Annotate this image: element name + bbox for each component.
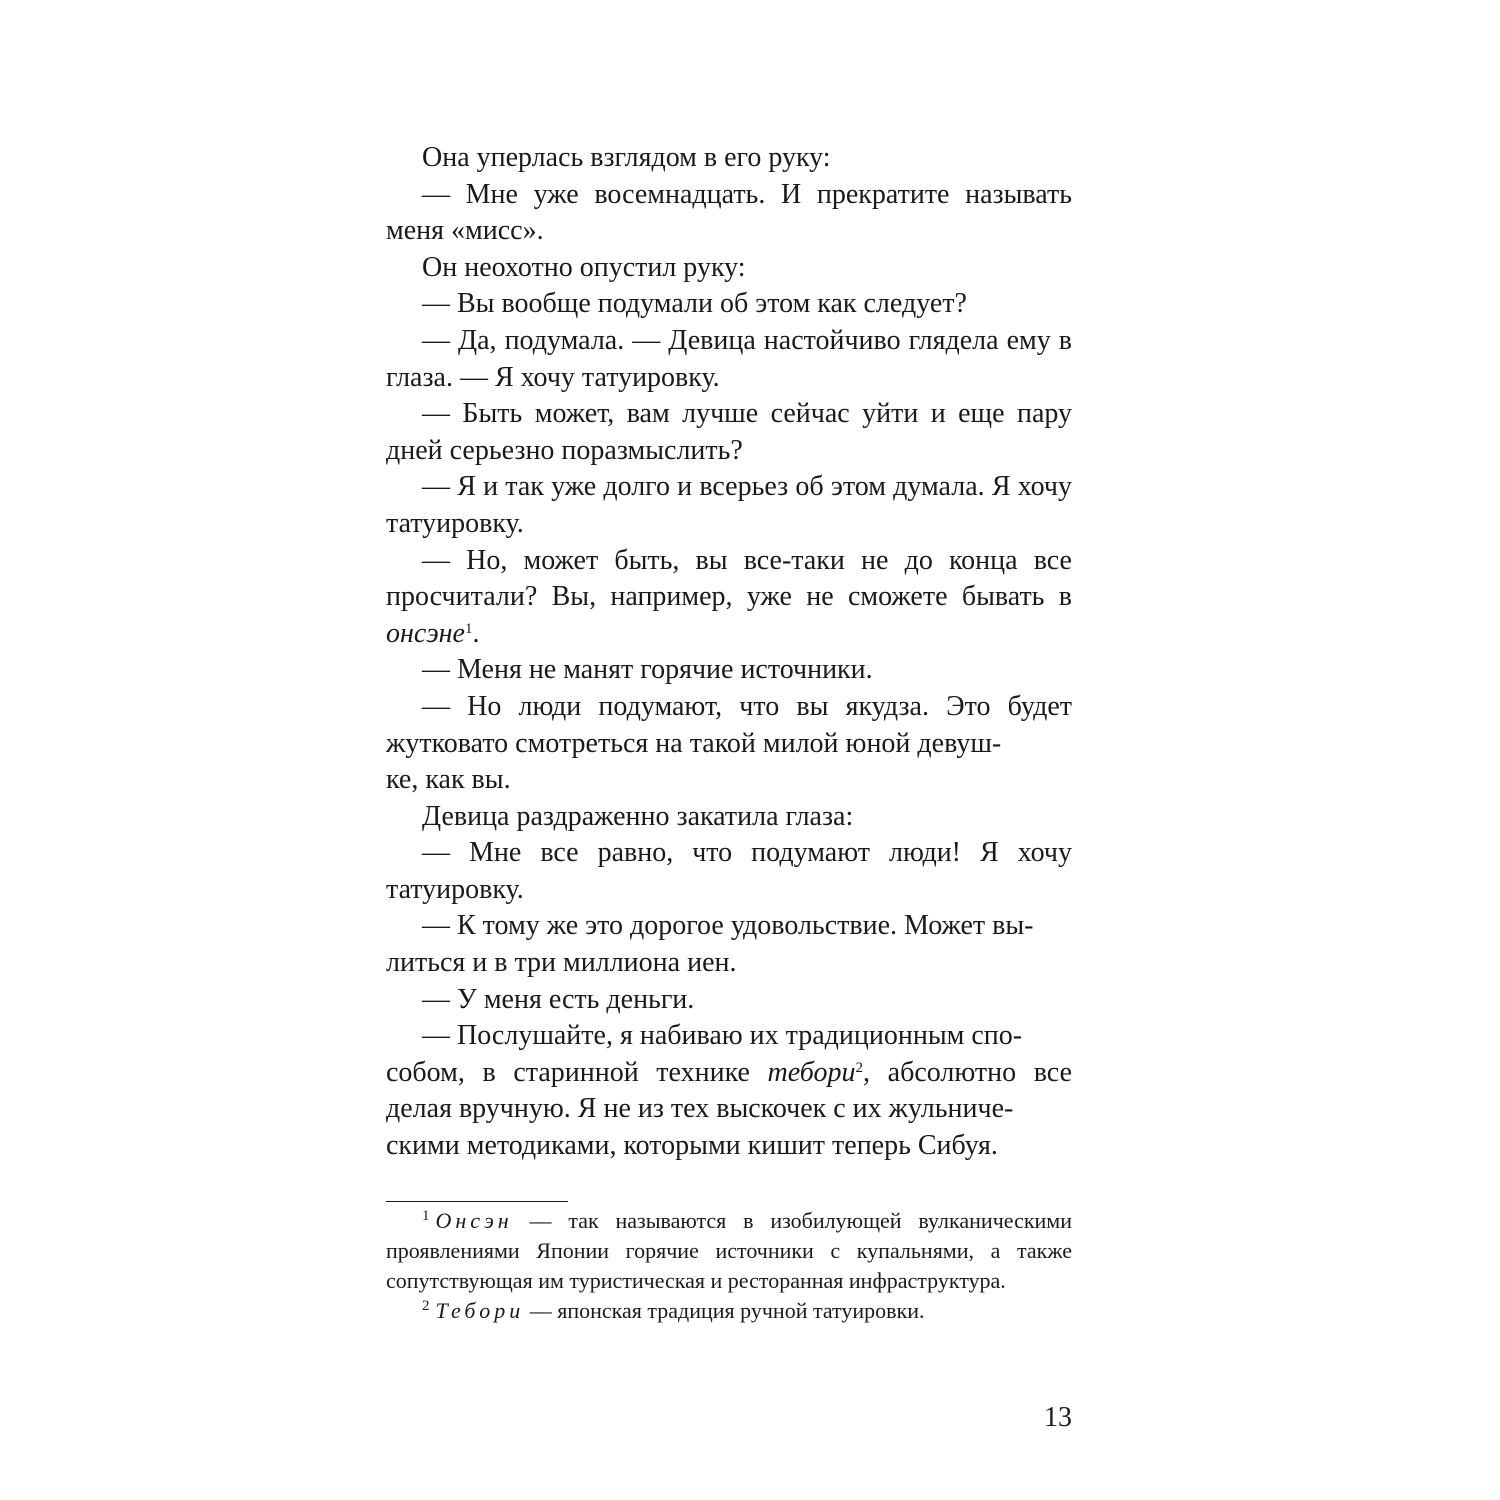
- italic-term-tebori: тебори: [767, 1056, 856, 1088]
- paragraph: Она уперлась взглядом в его руку:: [422, 142, 831, 173]
- text-run: , абсолютно все делая вручную. Я не из тех выскочек с их жульниче-: [386, 1056, 1072, 1125]
- footnote-divider: [386, 1201, 568, 1202]
- paragraph: [386, 908, 1072, 981]
- paragraph: — Быть может, вам лучше сейчас уйти и еще пару дней серьезно поразмыслить?: [386, 398, 1072, 466]
- footnote-ref-1[interactable]: 1: [464, 620, 473, 637]
- footnote-2: [386, 1296, 1072, 1326]
- paragraph: — Вы вообще подумали об этом как следует?: [422, 288, 967, 320]
- italic-term-onsen: онсэне: [386, 617, 465, 649]
- text-run: литься и в три миллиона иен.: [386, 947, 737, 979]
- paragraph: [386, 1018, 1072, 1164]
- paragraph: [386, 689, 1072, 799]
- text-run: — К тому же это дорогое удовольствие. Может вы-: [422, 910, 1034, 942]
- footnote-number: 2: [422, 1298, 430, 1315]
- main-text: [386, 140, 1072, 1165]
- footnote-1: [386, 1206, 1072, 1297]
- paragraph: Девица раздраженно закатила глаза:: [422, 800, 854, 832]
- paragraph: — Я и так уже долго и всерьез об этом думала. Я хочу татуировку.: [386, 471, 1072, 539]
- text-run: ке, как вы.: [386, 764, 511, 796]
- page-number: 13: [1044, 1402, 1072, 1433]
- footnote-text: — так называются в изобилующей вулканическими проявлениями Японии горячие источники с купальнями, а также сопутствующая им туристическая и ресторанная инфраструктура.: [386, 1207, 1072, 1294]
- text-run: — Но люди подумают, что вы якудза. Это будет жутковато смотреться на такой милой юной девуш-: [386, 690, 1072, 759]
- paragraph: [386, 543, 1072, 653]
- footnote-term: Онсэн: [435, 1207, 513, 1233]
- text-run: скими методиками, которыми кишит теперь Сибуя.: [386, 1130, 998, 1162]
- text-run: .: [472, 617, 480, 649]
- paragraph: — Мне все равно, что подумают люди! Я хочу татуировку.: [386, 837, 1072, 905]
- paragraph: — Мне уже восемнадцать. И прекратите называть меня «мисс».: [386, 178, 1072, 247]
- text-run: — Но, может быть, вы все-таки не до конца все просчитали? Вы, например, уже не сможете бывать в: [386, 544, 1072, 613]
- paragraph: Он неохотно опустил руку:: [422, 251, 746, 283]
- book-page: [386, 140, 1072, 1326]
- paragraph: — Меня не манят горячие источники.: [422, 654, 873, 686]
- footnote-term: Тебори: [435, 1298, 525, 1324]
- footnote-text: — японская традиция ручной татуировки.: [524, 1298, 925, 1324]
- text-run: — Послушайте, я набиваю их традиционным спо-: [422, 1020, 1023, 1052]
- footnotes: [386, 1206, 1072, 1327]
- paragraph: — У меня есть деньги.: [422, 983, 695, 1015]
- text-run: собом, в старинной технике: [386, 1056, 768, 1088]
- footnote-number: 1: [422, 1207, 430, 1224]
- paragraph: — Да, подумала. — Девица настойчиво глядела ему в глаза. — Я хочу татуировку.: [386, 324, 1072, 393]
- footnote-ref-2[interactable]: 2: [855, 1059, 864, 1076]
